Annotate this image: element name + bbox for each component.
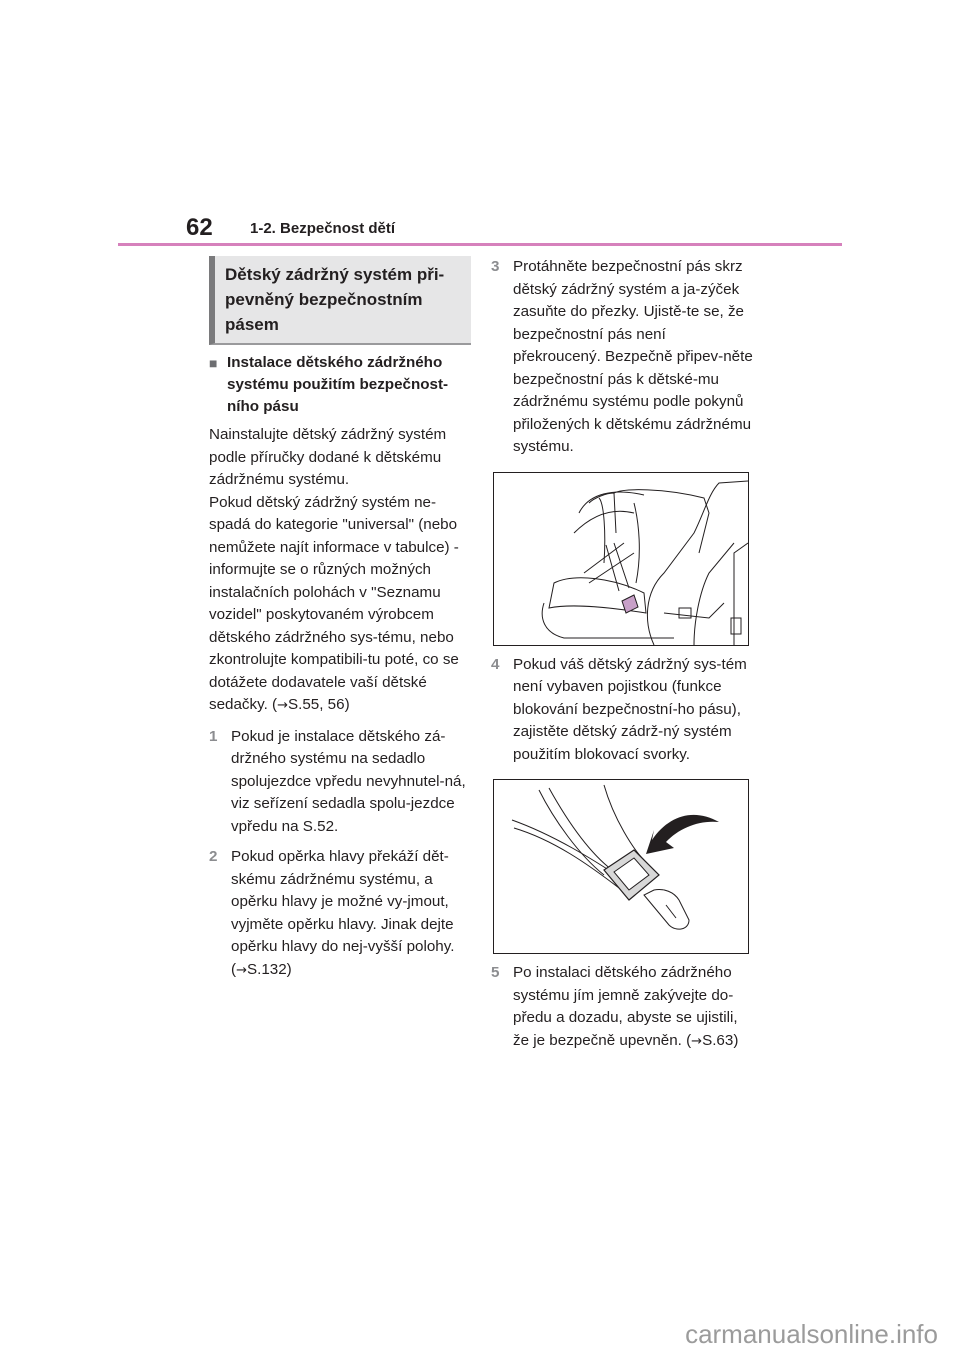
section-heading: Dětský zádržný systém při-pevněný bezpečnostním pásem <box>209 256 471 345</box>
step-item <box>491 962 753 1053</box>
step-item <box>209 726 471 839</box>
locking-clip-icon <box>494 780 748 953</box>
page-number: 62 <box>186 214 213 241</box>
child-seat-figure <box>493 472 749 646</box>
step-number: 4 <box>491 655 500 673</box>
subheading-text: Instalace dětského zádržného systému použitím bezpečnost-ního pásu <box>227 354 449 415</box>
step-number: 1 <box>209 727 218 745</box>
section-title: 1-2. Bezpečnost dětí <box>250 220 396 237</box>
arrow-icon: → <box>236 962 247 978</box>
step-item <box>491 654 753 767</box>
step-text: Protáhněte bezpečnostní pás skrz dětský zádržný systém a ja-zýček zasuňte do přezky. Ujistě-te se, že bezpečnostní pás není překroucený. Bezpečně připev-něte bezpečnostní pás k dětské-mu zádržnému systému podle pokynů přiložených k dětskému zádržnému systému. <box>513 258 753 455</box>
page-reference: S.63) <box>702 1031 739 1049</box>
left-column <box>209 256 471 982</box>
locking-clip-figure <box>493 779 749 954</box>
step-text: Pokud váš dětský zádržný sys-tém není vybaven pojistkou (funkce blokování bezpečnostní-ho pásu), zajistěte dětský zádrž-ný systém použitím blokovací svorky. <box>513 655 747 763</box>
step-item <box>491 256 753 459</box>
paragraph-line: Nainstalujte dětský zádržný systém podle příručky dodané k dětskému zádržnému systému. <box>209 426 447 488</box>
watermark: carmanualsonline.info <box>685 1319 938 1349</box>
square-bullet-icon: ■ <box>209 355 218 371</box>
step-number: 3 <box>491 258 500 275</box>
arrow-icon: → <box>277 698 288 713</box>
step-number: 5 <box>491 964 500 981</box>
step-text <box>231 846 471 982</box>
subheading <box>209 352 471 418</box>
arrow-icon: → <box>691 1033 703 1049</box>
paragraph-line <box>209 492 471 718</box>
child-seat-with-seatbelt-icon <box>494 473 748 645</box>
step-item <box>209 846 471 982</box>
paragraph-text: Pokud dětský zádržný systém ne-spadá do kategorie "universal" (nebo nemůžete najít informace v tabulce) - informujte se o různých možných instalačních polohách v "Seznamu vozidel" poskytovaném výrobcem dětského zádržného sys-tému, nebo zkontrolujte kompatibili-tu poté, co se dotážete dodavatele vaší dětské sedačky. ( <box>209 493 459 713</box>
step-text: Pokud je instalace dětského zá-držného systému na sedadlo spolujezdce vpředu nevyhnutel-ná, viz seřízení sedadla spolu-jezdce vpředu na S.52. <box>231 727 466 835</box>
step-number: 2 <box>209 848 218 865</box>
right-column <box>491 256 753 1053</box>
page-reference: S.55, 56) <box>288 696 350 713</box>
header-rule <box>118 243 842 246</box>
paragraph <box>209 424 471 718</box>
page-reference: S.132) <box>246 960 292 978</box>
step-text <box>513 962 753 1053</box>
step-text-part: Po instalaci dětského zádržného systému jím jemně zakývejte do-předu a dozadu, abyste se ujistili, že je bezpečně upevněn. ( <box>513 964 738 1049</box>
step-text-part: Pokud opěrka hlavy překáží dět-skému zádržnému systému, a opěrku hlavy je možné vy-jmout, vyjměte opěrku hlavy. Jinak dejte opěrku hlavy do nej-vyšší polohy. ( <box>231 848 455 978</box>
